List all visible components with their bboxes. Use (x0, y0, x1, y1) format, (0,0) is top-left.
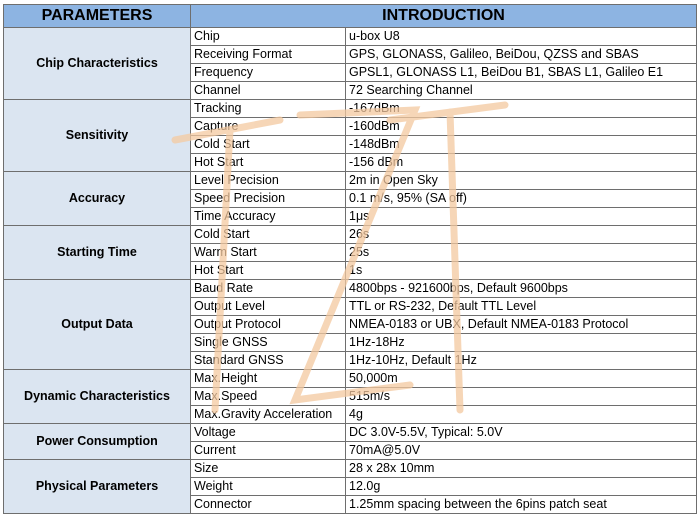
parameter-value: 26s (346, 226, 697, 244)
parameter-value: 28 x 28x 10mm (346, 460, 697, 478)
table-row (4, 370, 697, 388)
parameter-value: u-box U8 (346, 28, 697, 46)
parameter-label: Cold Start (191, 136, 346, 154)
parameter-value: 70mA@5.0V (346, 442, 697, 460)
spec-sheet (3, 4, 696, 510)
parameter-value: 2m in Open Sky (346, 172, 697, 190)
table-row (4, 424, 697, 442)
table-row (4, 28, 697, 46)
parameter-label: Channel (191, 82, 346, 100)
parameter-value: GPS, GLONASS, Galileo, BeiDou, QZSS and SBAS (346, 46, 697, 64)
parameter-label: Capture (191, 118, 346, 136)
parameter-value: 4800bps - 921600bps, Default 9600bps (346, 280, 697, 298)
parameter-group-name: Accuracy (4, 172, 191, 226)
parameter-group-name: Physical Parameters (4, 460, 191, 514)
parameter-value: TTL or RS-232, Default TTL Level (346, 298, 697, 316)
parameter-label: Tracking (191, 100, 346, 118)
parameter-value: 515m/s (346, 388, 697, 406)
parameter-group-name: Dynamic Characteristics (4, 370, 191, 424)
parameter-label: Max.Speed (191, 388, 346, 406)
parameters-table (3, 4, 697, 514)
parameter-label: Hot Start (191, 154, 346, 172)
parameter-value: 4g (346, 406, 697, 424)
parameter-value: GPSL1, GLONASS L1, BeiDou B1, SBAS L1, Galileo E1 (346, 64, 697, 82)
parameter-label: Chip (191, 28, 346, 46)
parameter-label: Time Accuracy (191, 208, 346, 226)
parameter-value: 1Hz-10Hz, Default 1Hz (346, 352, 697, 370)
table-header-row (4, 5, 697, 28)
parameter-value: DC 3.0V-5.5V, Typical: 5.0V (346, 424, 697, 442)
parameter-label: Speed Precision (191, 190, 346, 208)
table-row (4, 280, 697, 298)
parameter-label: Cold Start (191, 226, 346, 244)
parameter-group-name: Chip Characteristics (4, 28, 191, 100)
parameter-value: 12.0g (346, 478, 697, 496)
parameter-value: 1μs (346, 208, 697, 226)
table-body (4, 28, 697, 514)
parameter-label: Standard GNSS (191, 352, 346, 370)
parameter-label: Warm Start (191, 244, 346, 262)
parameter-value: 1s (346, 262, 697, 280)
parameter-label: Level Precision (191, 172, 346, 190)
parameter-value: -167dBm (346, 100, 697, 118)
parameter-value: NMEA-0183 or UBX, Default NMEA-0183 Protocol (346, 316, 697, 334)
parameter-value: 25s (346, 244, 697, 262)
parameter-value: 0.1 m/s, 95% (SA off) (346, 190, 697, 208)
parameter-label: Frequency (191, 64, 346, 82)
table-row (4, 100, 697, 118)
parameter-value: 1.25mm spacing between the 6pins patch seat (346, 496, 697, 514)
parameter-label: Weight (191, 478, 346, 496)
parameter-label: Max.Gravity Acceleration (191, 406, 346, 424)
parameter-value: 1Hz-18Hz (346, 334, 697, 352)
parameter-label: Output Protocol (191, 316, 346, 334)
parameter-label: Connector (191, 496, 346, 514)
parameter-label: Voltage (191, 424, 346, 442)
parameter-label: Single GNSS (191, 334, 346, 352)
table-row (4, 226, 697, 244)
parameter-group-name: Sensitivity (4, 100, 191, 172)
parameters-header: PARAMETERS (4, 5, 191, 28)
parameter-group-name: Starting Time (4, 226, 191, 280)
parameter-label: Size (191, 460, 346, 478)
parameter-label: Receiving Format (191, 46, 346, 64)
parameter-label: Hot Start (191, 262, 346, 280)
parameter-value: 72 Searching Channel (346, 82, 697, 100)
parameter-group-name: Power Consumption (4, 424, 191, 460)
parameter-label: Max.Height (191, 370, 346, 388)
parameter-group-name: Output Data (4, 280, 191, 370)
parameter-value: -160dBm (346, 118, 697, 136)
parameter-label: Baud Rate (191, 280, 346, 298)
parameter-value: -156 dBm (346, 154, 697, 172)
parameter-value: 50,000m (346, 370, 697, 388)
introduction-header: INTRODUCTION (191, 5, 697, 28)
table-row (4, 460, 697, 478)
table-row (4, 172, 697, 190)
parameter-value: -148dBm (346, 136, 697, 154)
parameter-label: Current (191, 442, 346, 460)
parameter-label: Output Level (191, 298, 346, 316)
